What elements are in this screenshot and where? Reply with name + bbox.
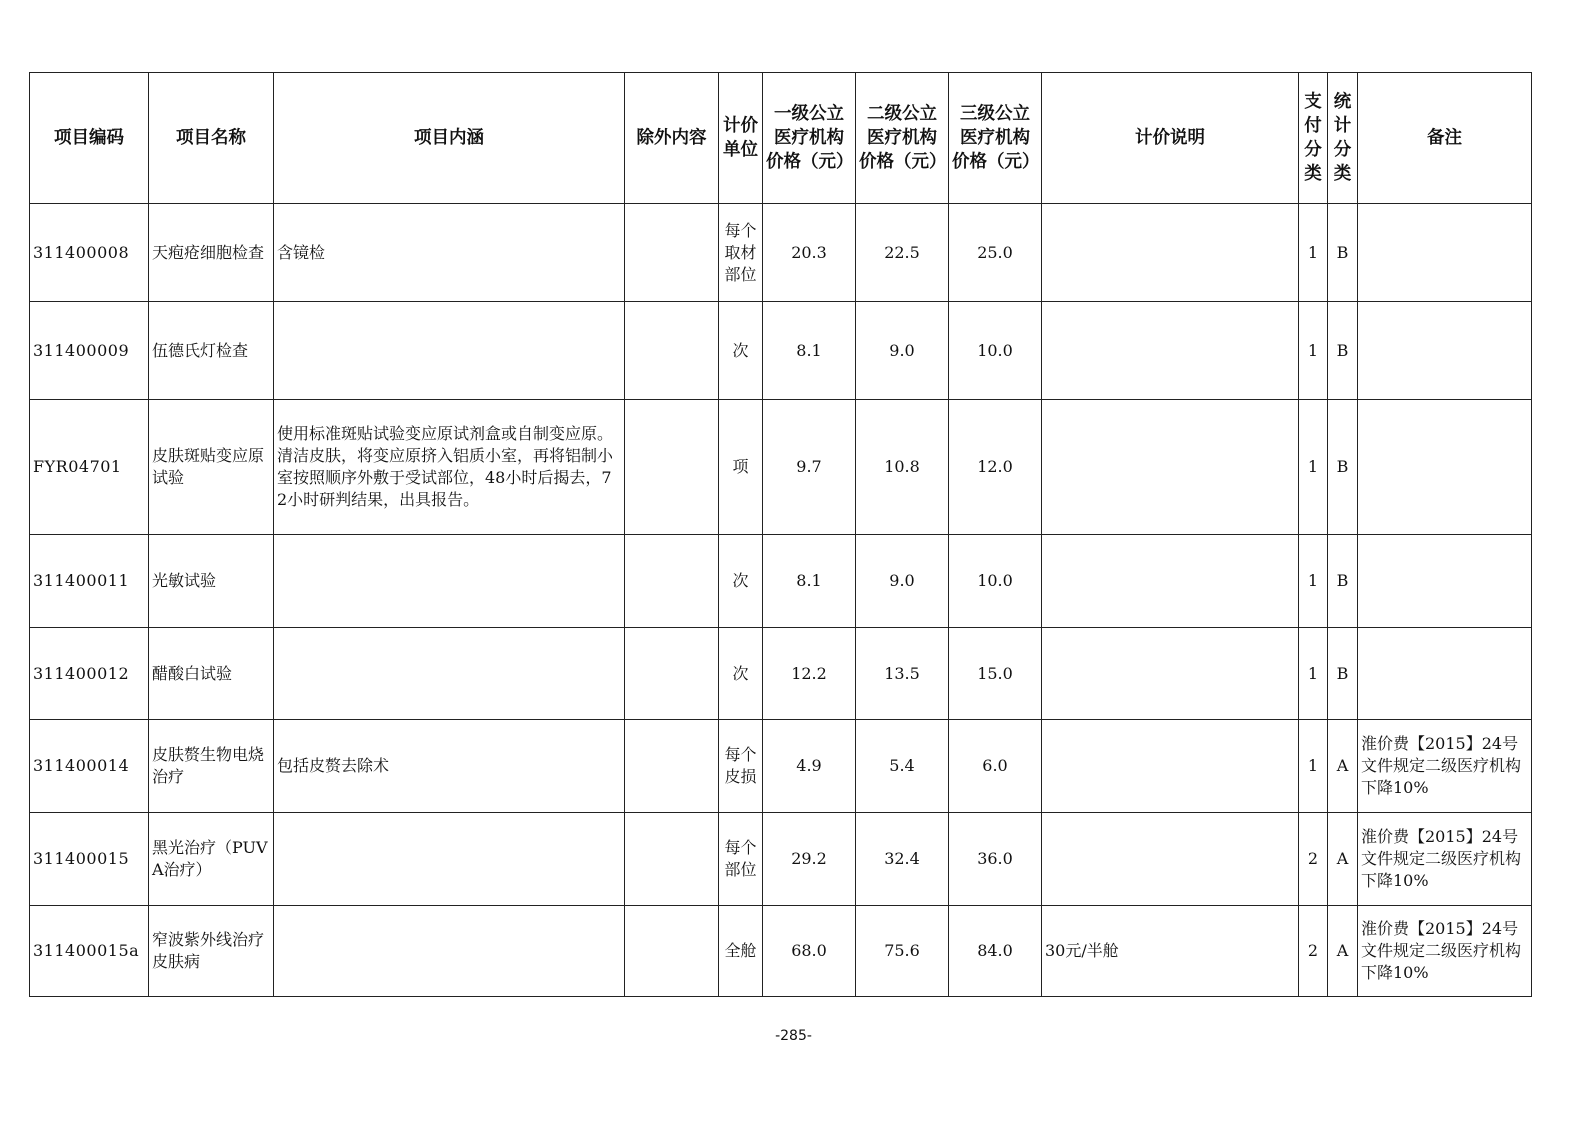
item-code: 311400015 <box>30 813 149 906</box>
header-stat-class: 统计分类 <box>1328 73 1358 204</box>
header-row <box>30 73 1532 204</box>
item-stat-class: B <box>1328 204 1358 302</box>
item-unit: 全舱 <box>719 906 763 997</box>
item-payment-class: 1 <box>1299 628 1328 720</box>
item-stat-class: B <box>1328 400 1358 535</box>
item-content: 含镜检 <box>274 204 625 302</box>
item-code: 311400009 <box>30 302 149 400</box>
item-remark: 淮价费【2015】24号文件规定二级医疗机构下降10% <box>1358 720 1532 813</box>
item-content: 包括皮赘去除术 <box>274 720 625 813</box>
header-content: 项目内涵 <box>274 73 625 204</box>
item-price-level1: 9.7 <box>763 400 856 535</box>
item-payment-class: 1 <box>1299 204 1328 302</box>
header-price-level3: 三级公立医疗机构价格（元） <box>949 73 1042 204</box>
item-remark <box>1358 302 1532 400</box>
item-price-level2: 75.6 <box>856 906 949 997</box>
table-row <box>30 302 1532 400</box>
item-name: 醋酸白试验 <box>149 628 274 720</box>
item-pricing-note: 30元/半舱 <box>1042 906 1299 997</box>
item-price-level1: 4.9 <box>763 720 856 813</box>
item-content <box>274 906 625 997</box>
price-table <box>29 72 1532 997</box>
item-price-level3: 6.0 <box>949 720 1042 813</box>
item-name: 伍德氏灯检查 <box>149 302 274 400</box>
item-price-level2: 32.4 <box>856 813 949 906</box>
item-pricing-note <box>1042 302 1299 400</box>
table-row <box>30 204 1532 302</box>
item-price-level2: 22.5 <box>856 204 949 302</box>
item-pricing-note <box>1042 400 1299 535</box>
item-unit: 每个皮损 <box>719 720 763 813</box>
item-remark: 淮价费【2015】24号文件规定二级医疗机构下降10% <box>1358 813 1532 906</box>
header-price-level1: 一级公立医疗机构价格（元） <box>763 73 856 204</box>
item-price-level3: 25.0 <box>949 204 1042 302</box>
table-row <box>30 400 1532 535</box>
item-price-level2: 13.5 <box>856 628 949 720</box>
table-row <box>30 906 1532 997</box>
item-price-level3: 12.0 <box>949 400 1042 535</box>
item-excluded <box>625 302 719 400</box>
item-remark <box>1358 628 1532 720</box>
item-unit: 每个取材部位 <box>719 204 763 302</box>
item-price-level1: 12.2 <box>763 628 856 720</box>
item-payment-class: 2 <box>1299 813 1328 906</box>
item-code: 311400015a <box>30 906 149 997</box>
item-price-level3: 10.0 <box>949 535 1042 628</box>
item-remark <box>1358 204 1532 302</box>
item-unit: 项 <box>719 400 763 535</box>
item-name: 窄波紫外线治疗皮肤病 <box>149 906 274 997</box>
item-stat-class: A <box>1328 720 1358 813</box>
item-payment-class: 2 <box>1299 906 1328 997</box>
item-stat-class: B <box>1328 628 1358 720</box>
item-payment-class: 1 <box>1299 535 1328 628</box>
item-unit: 每个部位 <box>719 813 763 906</box>
header-excluded: 除外内容 <box>625 73 719 204</box>
item-unit: 次 <box>719 535 763 628</box>
item-price-level3: 84.0 <box>949 906 1042 997</box>
item-pricing-note <box>1042 204 1299 302</box>
item-unit: 次 <box>719 302 763 400</box>
page-number: -285- <box>775 1028 812 1044</box>
table-row <box>30 720 1532 813</box>
item-excluded <box>625 628 719 720</box>
header-name: 项目名称 <box>149 73 274 204</box>
header-code: 项目编码 <box>30 73 149 204</box>
item-code: FYR04701 <box>30 400 149 535</box>
item-excluded <box>625 906 719 997</box>
item-payment-class: 1 <box>1299 400 1328 535</box>
item-price-level2: 5.4 <box>856 720 949 813</box>
header-price-level2: 二级公立医疗机构价格（元） <box>856 73 949 204</box>
item-code: 311400011 <box>30 535 149 628</box>
item-stat-class: B <box>1328 535 1358 628</box>
item-content <box>274 535 625 628</box>
item-stat-class: A <box>1328 906 1358 997</box>
header-pricing-note: 计价说明 <box>1042 73 1299 204</box>
item-code: 311400012 <box>30 628 149 720</box>
item-name: 皮肤斑贴变应原试验 <box>149 400 274 535</box>
item-price-level3: 10.0 <box>949 302 1042 400</box>
item-payment-class: 1 <box>1299 302 1328 400</box>
item-remark: 淮价费【2015】24号文件规定二级医疗机构下降10% <box>1358 906 1532 997</box>
item-stat-class: B <box>1328 302 1358 400</box>
item-pricing-note <box>1042 628 1299 720</box>
item-price-level1: 8.1 <box>763 302 856 400</box>
header-unit: 计价单位 <box>719 73 763 204</box>
item-name: 黑光治疗（PUVA治疗） <box>149 813 274 906</box>
item-name: 天疱疮细胞检查 <box>149 204 274 302</box>
table-row <box>30 535 1532 628</box>
item-pricing-note <box>1042 720 1299 813</box>
item-excluded <box>625 535 719 628</box>
item-code: 311400014 <box>30 720 149 813</box>
item-content <box>274 813 625 906</box>
item-pricing-note <box>1042 535 1299 628</box>
item-price-level2: 9.0 <box>856 302 949 400</box>
item-payment-class: 1 <box>1299 720 1328 813</box>
item-price-level2: 10.8 <box>856 400 949 535</box>
item-remark <box>1358 400 1532 535</box>
table-row <box>30 813 1532 906</box>
item-content <box>274 628 625 720</box>
item-content: 使用标准斑贴试验变应原试剂盒或自制变应原。清洁皮肤，将变应原挤入铝质小室，再将铝制小室按照顺序外敷于受试部位，48小时后揭去，72小时研判结果，出具报告。 <box>274 400 625 535</box>
item-remark <box>1358 535 1532 628</box>
item-name: 光敏试验 <box>149 535 274 628</box>
item-price-level2: 9.0 <box>856 535 949 628</box>
item-content <box>274 302 625 400</box>
item-price-level1: 20.3 <box>763 204 856 302</box>
item-name: 皮肤赘生物电烧治疗 <box>149 720 274 813</box>
item-excluded <box>625 204 719 302</box>
item-excluded <box>625 720 719 813</box>
item-price-level3: 36.0 <box>949 813 1042 906</box>
item-unit: 次 <box>719 628 763 720</box>
header-payment-class: 支付分类 <box>1299 73 1328 204</box>
item-price-level1: 68.0 <box>763 906 856 997</box>
item-excluded <box>625 813 719 906</box>
item-code: 311400008 <box>30 204 149 302</box>
item-excluded <box>625 400 719 535</box>
item-price-level3: 15.0 <box>949 628 1042 720</box>
table-row <box>30 628 1532 720</box>
item-stat-class: A <box>1328 813 1358 906</box>
item-price-level1: 8.1 <box>763 535 856 628</box>
item-price-level1: 29.2 <box>763 813 856 906</box>
header-remarks: 备注 <box>1358 73 1532 204</box>
item-pricing-note <box>1042 813 1299 906</box>
